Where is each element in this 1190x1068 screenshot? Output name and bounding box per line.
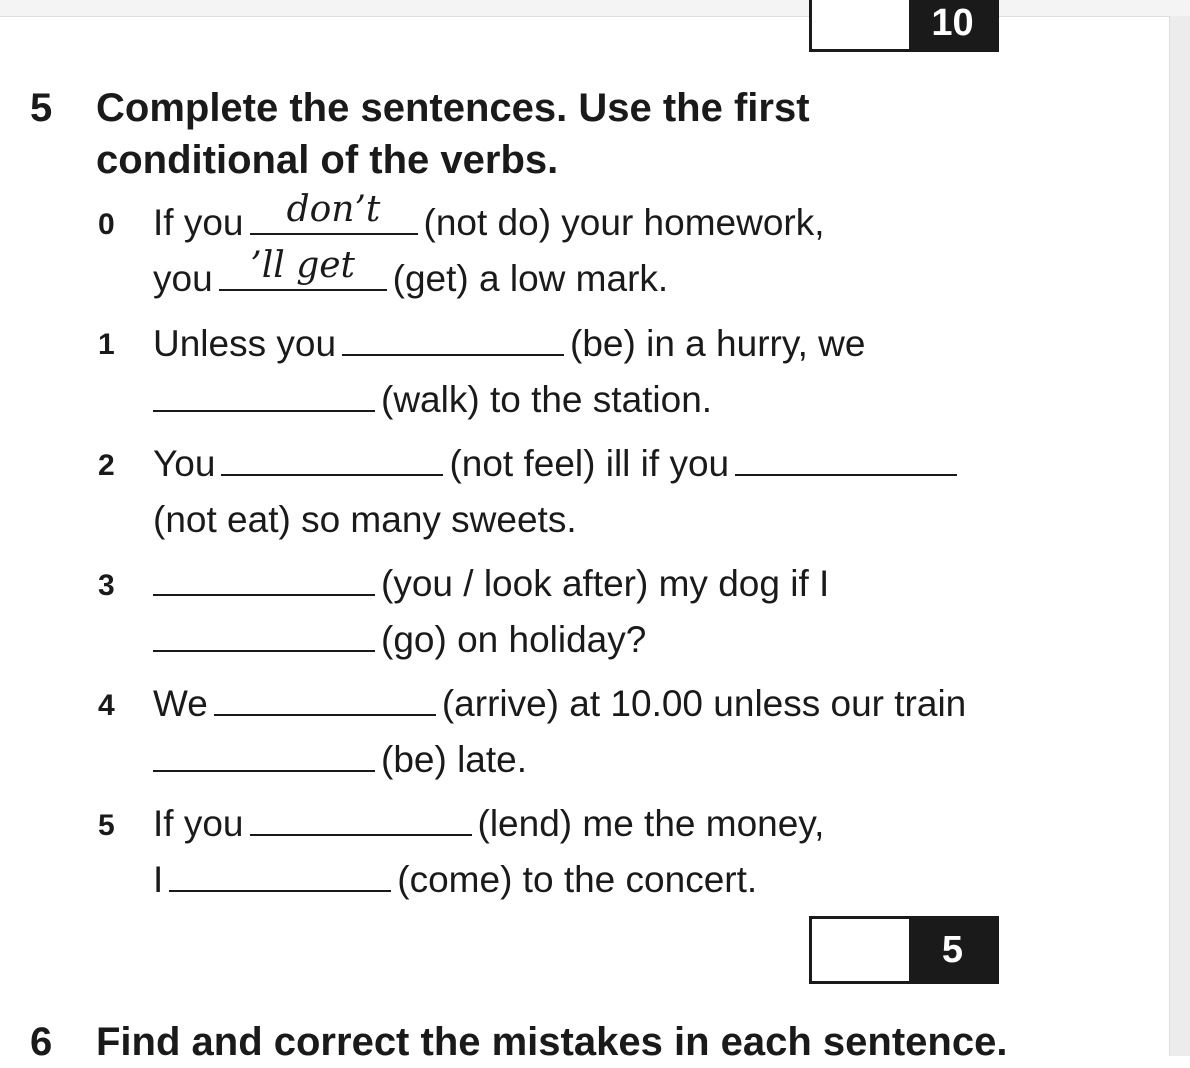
answer-blank[interactable] (214, 684, 436, 716)
item-5-line-2: I (come) to the concert. (153, 859, 758, 900)
exercise-number: 5 (30, 86, 53, 130)
scrollbar-track[interactable] (1169, 16, 1190, 1056)
score-box-previous (809, 0, 999, 52)
exercise-number: 6 (30, 1020, 53, 1064)
item-number: 2 (98, 449, 115, 482)
answer-blank[interactable] (153, 620, 375, 652)
item-0-line-2: you ’ll get (get) a low mark. (153, 245, 669, 299)
score-box-exercise-5 (809, 916, 999, 984)
item-4-line-1: We (arrive) at 10.00 unless our train (153, 683, 967, 724)
handwritten-answer: don’t (286, 189, 381, 230)
item-3-line-1: (you / look after) my dog if I (153, 561, 829, 607)
answer-blank[interactable] (250, 189, 418, 235)
item-4-line-2: (be) late. (153, 737, 527, 783)
item-number: 1 (98, 328, 115, 361)
handwritten-answer: ’ll get (250, 245, 356, 286)
item-number: 0 (98, 208, 115, 241)
item-1-line-2: (walk) to the station. (153, 377, 712, 423)
answer-blank[interactable] (169, 860, 391, 892)
item-number: 3 (98, 569, 115, 602)
item-number: 4 (98, 689, 115, 722)
item-3-line-2: (go) on holiday? (153, 617, 646, 663)
answer-blank[interactable] (153, 740, 375, 772)
score-box-total: 5 (909, 919, 996, 981)
answer-blank[interactable] (219, 245, 387, 291)
answer-blank[interactable] (250, 804, 472, 836)
answer-blank[interactable] (153, 380, 375, 412)
item-5-line-1: If you (lend) me the money, (153, 803, 825, 844)
exercise-instruction: Find and correct the mistakes in each sentence. (96, 1020, 1008, 1064)
score-box-blank[interactable] (812, 919, 909, 981)
answer-blank[interactable] (342, 324, 564, 356)
answer-blank[interactable] (735, 444, 957, 476)
top-bar (0, 0, 1190, 17)
answer-blank[interactable] (153, 564, 375, 596)
exercise-instruction: Complete the sentences. Use the first conditional of the verbs. (96, 86, 810, 182)
answer-blank[interactable] (221, 444, 443, 476)
item-number: 5 (98, 809, 115, 842)
item-0-line-1: If you don’t (not do) your homework, (153, 189, 825, 243)
item-2-line-2: (not eat) so many sweets. (153, 499, 577, 540)
score-box-blank (812, 0, 909, 49)
item-2-line-1: You (not feel) ill if you (153, 441, 963, 487)
item-1-line-1: Unless you (be) in a hurry, we (153, 323, 866, 364)
score-box-total: 10 (909, 0, 996, 49)
